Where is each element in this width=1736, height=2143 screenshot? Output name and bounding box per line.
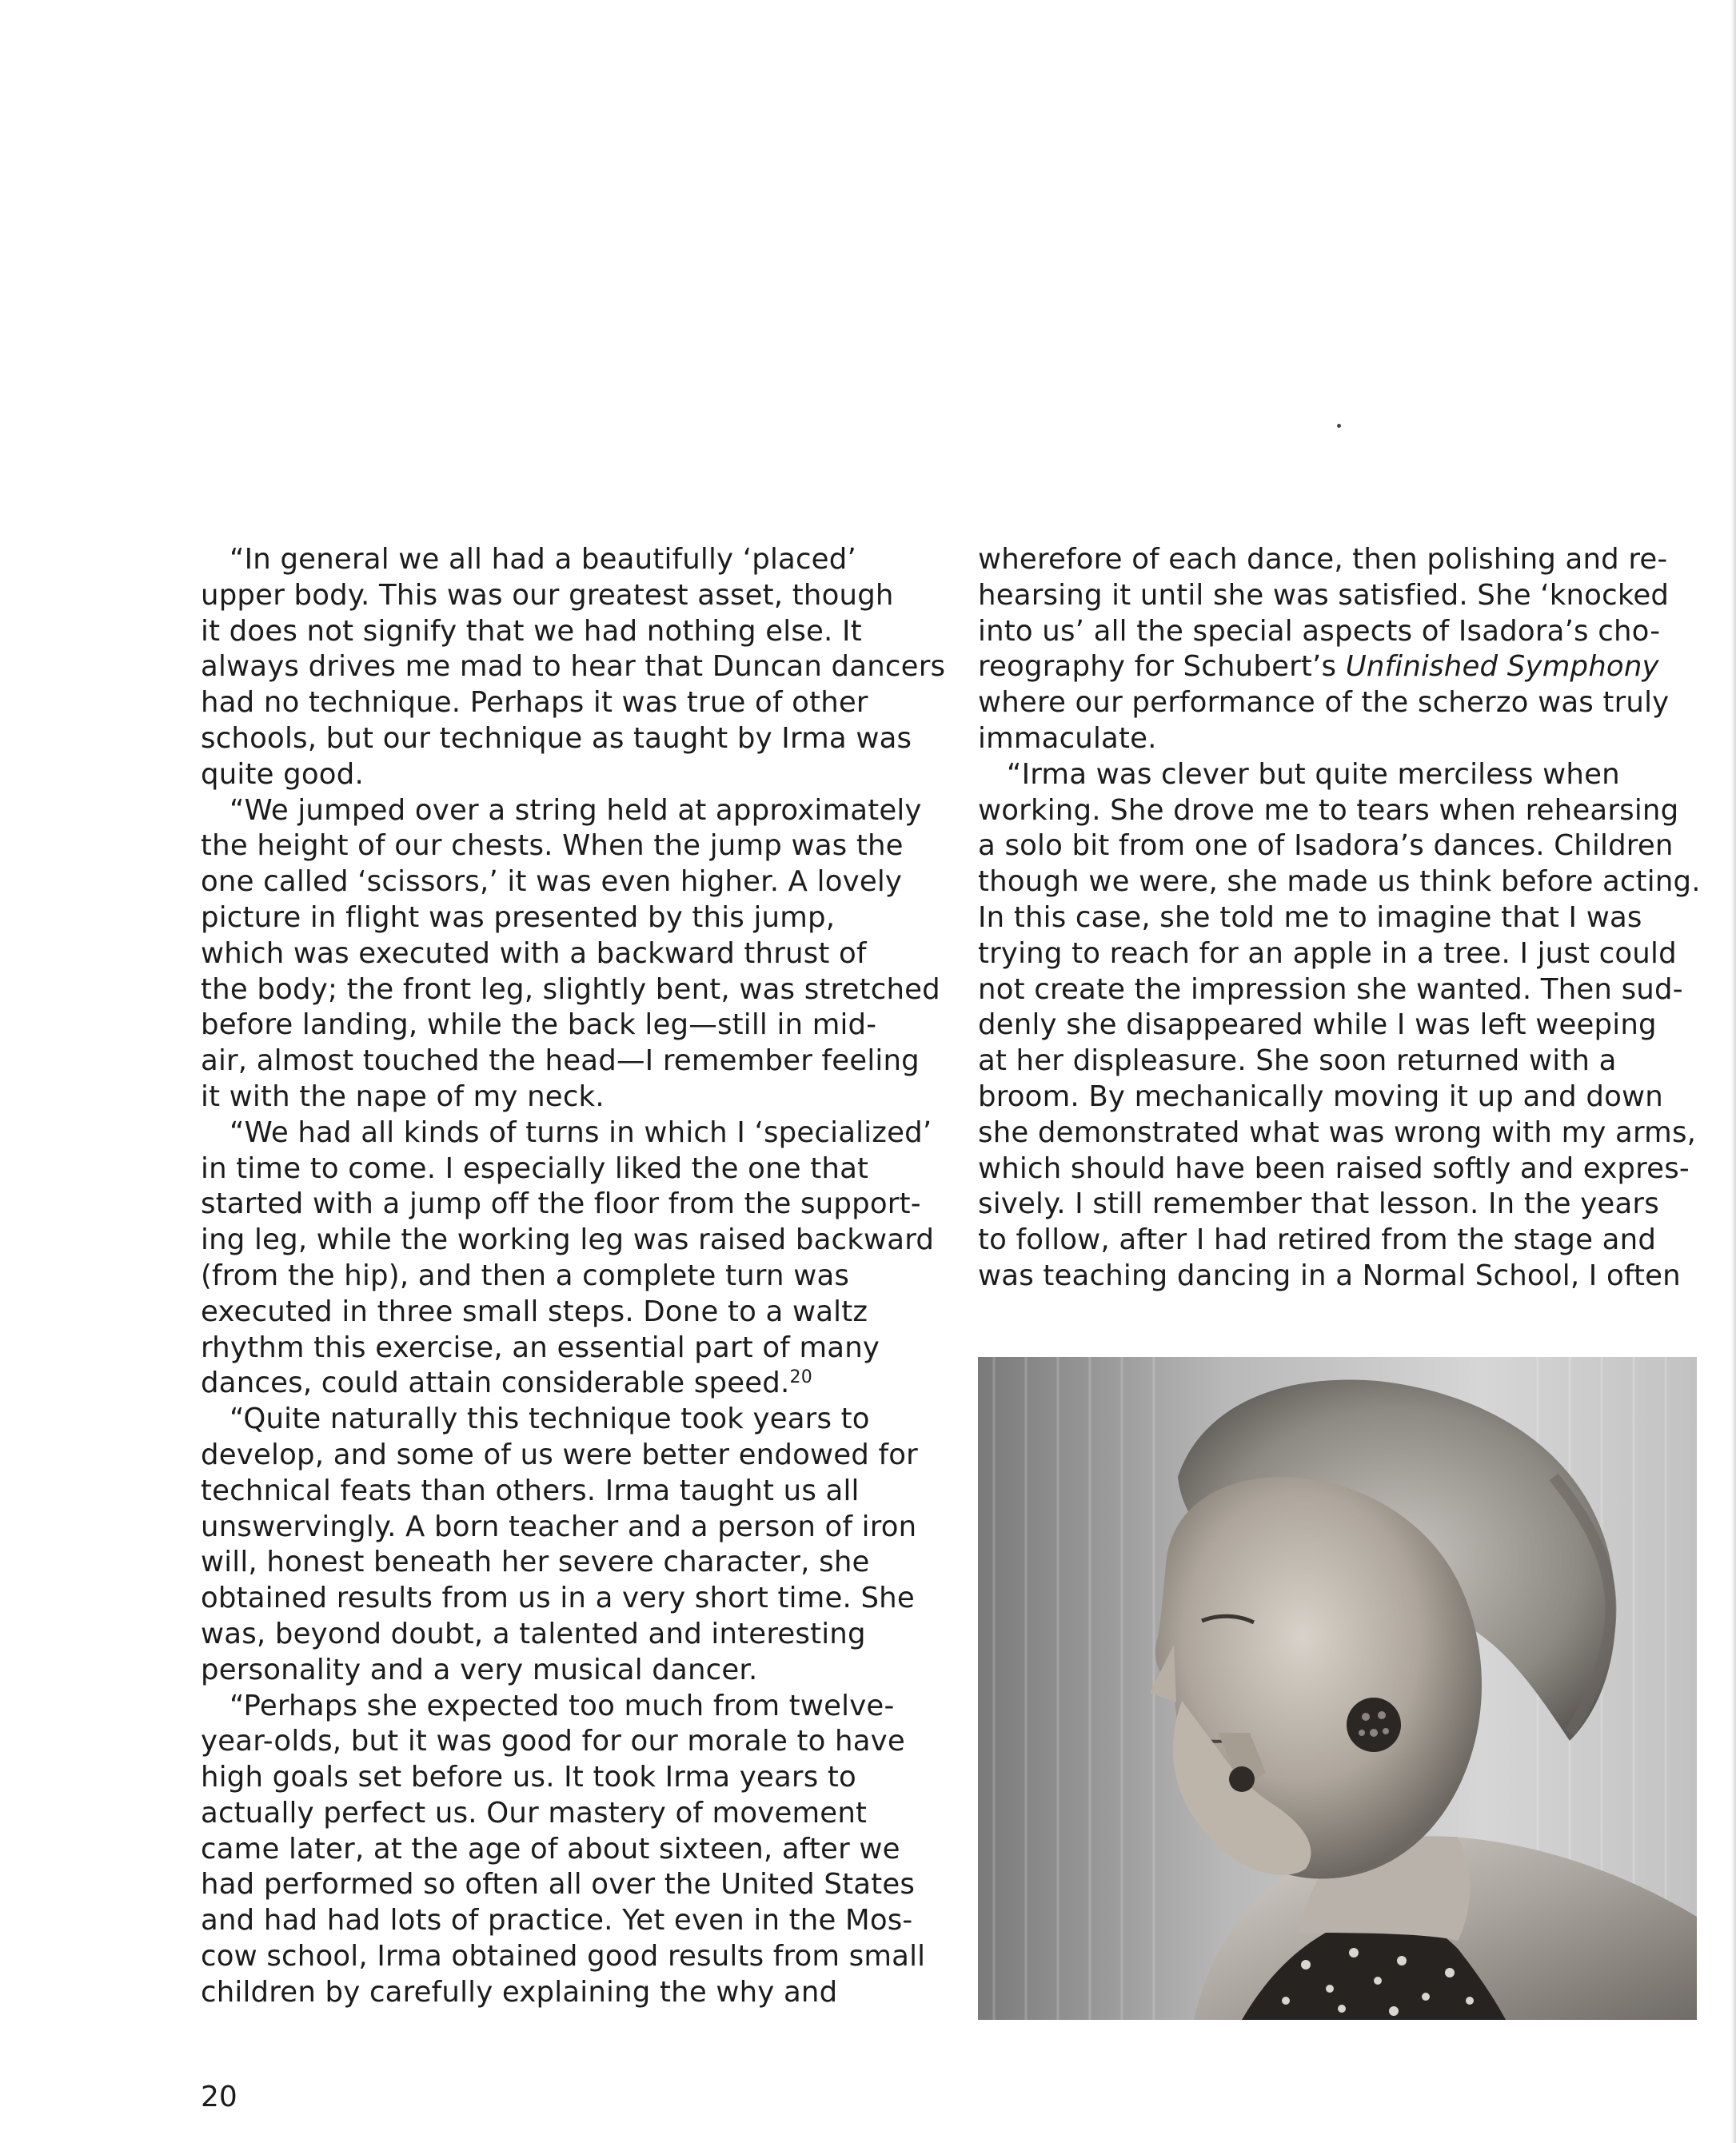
text-line: one called ‘scissors,’ it was even higher. A lovely [201,865,903,899]
text-line: the height of our chests. When the jump was the [201,829,904,863]
text-line: trying to reach for an apple in a tree. I just could [978,936,1677,970]
text-line: before landing, while the back leg—still in mid- [201,1008,877,1042]
text-line [201,1366,936,1402]
text-line: where our performance of the scherzo was truly [978,686,1670,720]
text-line-content: reography for Schubert’s [978,650,1346,684]
text-line: had performed so often all over the United States [201,1868,916,1902]
page-number: 20 [201,2081,237,2113]
text-line: “Quite naturally this technique took years to [229,1403,870,1436]
text-line: “We jumped over a string held at approximately [229,793,922,827]
text-line: sively. I still remember that lesson. In the years [978,1187,1659,1221]
text-line: will, honest beneath her severe character, she [201,1546,870,1579]
text-line: wherefore of each dance, then polishing and re- [978,543,1668,576]
text-line: (from the hip), and then a complete turn was [201,1259,850,1292]
text-line: quite good. [201,757,364,791]
text-line: “We had all kinds of turns in which I ‘specialized’ [229,1115,932,1149]
text-line: not create the impression she wanted. Then sud- [978,972,1683,1006]
text-line: picture in flight was presented by this jump, [201,900,836,934]
portrait-photo [978,1357,1697,2020]
text-line: schools, but our technique as taught by Irma was [201,721,912,755]
text-line: immaculate. [978,721,1157,755]
text-line-content: dances, could attain considerable speed. [201,1367,790,1400]
text-line: hearsing it until she was satisfied. She ‘knocked [978,578,1670,612]
text-line: unswervingly. A born teacher and a person of iron [201,1510,917,1543]
text-line: “Irma was clever but quite merciless when [1007,757,1620,791]
text-line: a solo bit from one of Isadora’s dances. Children [978,829,1674,863]
text-line: to follow, after I had retired from the stage and [978,1223,1657,1257]
text-line: into us’ all the special aspects of Isadora’s cho- [978,614,1661,648]
text-line: was, beyond doubt, a talented and interesting [201,1617,866,1650]
text-line: at her displeasure. She soon returned with a [978,1044,1617,1078]
text-line: “In general we all had a beautifully ‘placed’ [229,543,856,576]
text-line: year-olds, but it was good for our morale to have [201,1725,905,1758]
text-line: it does not signify that we had nothing else. It [201,614,862,648]
right-column [978,542,1701,1295]
text-line: technical feats than others. Irma taught us all [201,1474,860,1507]
text-line: started with a jump off the floor from the support- [201,1187,921,1221]
text-line: children by carefully explaining the why and [201,1975,838,2009]
footnote-marker: 20 [789,1367,812,1388]
text-line: actually perfect us. Our mastery of movement [201,1796,868,1830]
text-line: develop, and some of us were better endowed for [201,1438,918,1471]
text-line: cow school, Irma obtained good results from small [201,1940,926,1973]
text-line: was teaching dancing in a Normal School, I often [978,1259,1681,1292]
text-line: denly she disappeared while I was left weeping [978,1008,1657,1042]
text-line: broom. By mechanically moving it up and down [978,1079,1663,1113]
text-line: high goals set before us. It took Irma years to [201,1761,856,1794]
italic-work-title: Unfinished Symphony [1345,650,1659,684]
text-line: the body; the front leg, slightly bent, was stretched [201,972,940,1006]
left-column [201,542,946,2011]
text-line: executed in three small steps. Done to a waltz [201,1295,868,1328]
page-edge [1731,0,1736,2143]
text-line: it with the nape of my neck. [201,1079,605,1113]
text-line: had no technique. Perhaps it was true of other [201,686,868,720]
text-line: came later, at the age of about sixteen, after we [201,1832,900,1866]
text-line: though we were, she made us think before acting. [978,865,1701,899]
text-line: working. She drove me to tears when rehearsing [978,793,1679,827]
text-line: which was executed with a backward thrust of [201,936,867,970]
text-line: in time to come. I especially liked the one that [201,1151,869,1185]
text-line: rhythm this exercise, an essential part of many [201,1331,880,1364]
text-line [978,649,1698,685]
text-line: upper body. This was our greatest asset, though [201,578,894,612]
text-line: “Perhaps she expected too much from twelve- [229,1689,895,1722]
text-line: obtained results from us in a very short time. She [201,1582,915,1615]
text-line: which should have been raised softly and expres- [978,1151,1690,1185]
text-line: air, almost touched the head—I remember feeling [201,1044,920,1078]
text-line: personality and a very musical dancer. [201,1653,758,1686]
text-line: and had had lots of practice. Yet even in the Mos- [201,1904,913,1937]
text-line: always drives me mad to hear that Duncan dancers [201,650,946,684]
text-line: ing leg, while the working leg was raised backward [201,1223,935,1257]
text-line: In this case, she told me to imagine that I was [978,900,1642,934]
print-speck [1337,424,1341,428]
text-line: she demonstrated what was wrong with my arms, [978,1115,1697,1149]
